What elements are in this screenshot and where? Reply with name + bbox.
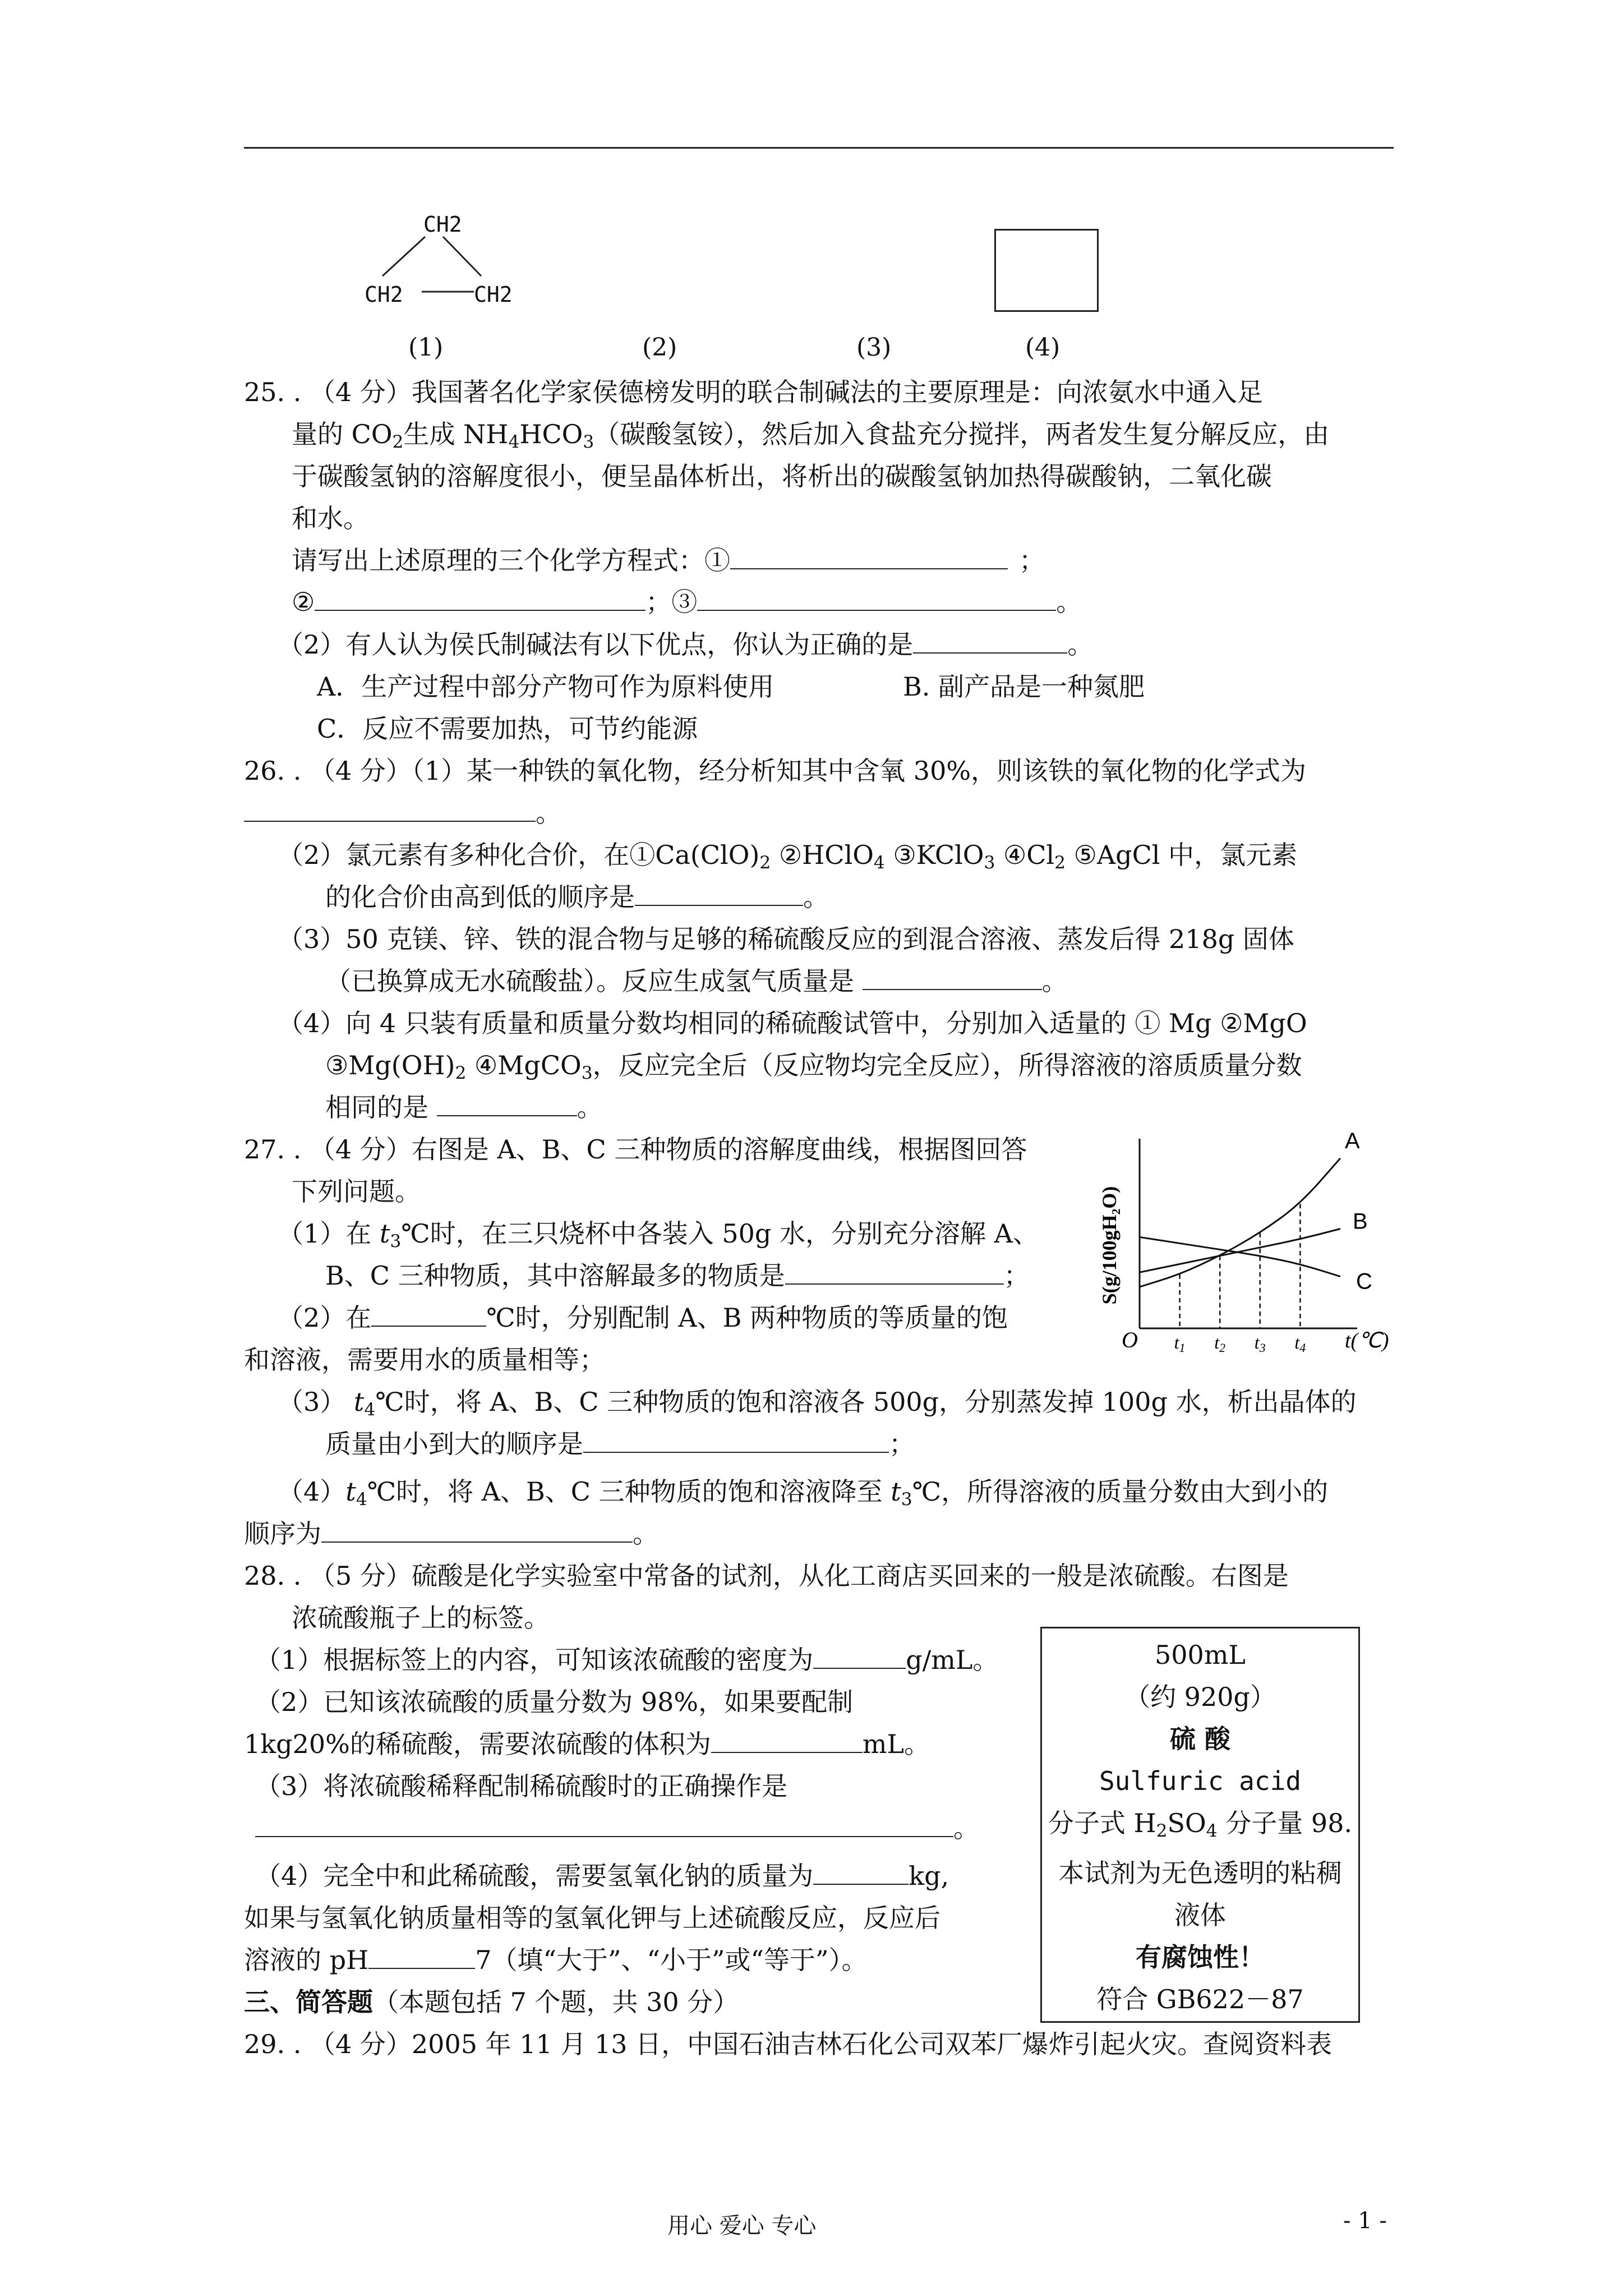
chart-origin-label: O bbox=[1122, 1327, 1138, 1352]
tick-label-t3: t3 bbox=[1254, 1332, 1266, 1355]
section-3-note: （本题包括 7 个题，共 30 分） bbox=[373, 1987, 739, 2017]
q28-line-10: 溶液的 pH 7（填“大于”、“小于”或“等于”）。 bbox=[244, 1945, 868, 1975]
q26-line-2: 。 bbox=[244, 795, 561, 830]
q27-part3-blank[interactable] bbox=[583, 1429, 889, 1453]
q28-line-2: 浓硫酸瓶子上的标签。 bbox=[292, 1603, 550, 1633]
chart-y-axis-label: S(g/100gH₂O) bbox=[1098, 1186, 1121, 1305]
q28-line-6: （3）将浓硫酸稀释配制稀硫酸时的正确操作是 bbox=[255, 1771, 788, 1801]
q25-line-3: 于碳酸氢钠的溶解度很小，便呈晶体析出，将析出的碳酸氢钠加热得碳酸钠，二氧化碳 bbox=[292, 461, 1272, 491]
tick-label-t4: t4 bbox=[1294, 1332, 1306, 1355]
q27-line-1: 27. . （4 分）右图是 A、B、C 三种物质的溶解度曲线，根据图回答 bbox=[244, 1134, 1027, 1165]
header-rule bbox=[244, 147, 1394, 149]
section-3-title: 三、简答题 bbox=[244, 1987, 373, 2017]
bond-lines bbox=[359, 224, 527, 309]
sulfuric-acid-label bbox=[1040, 1627, 1360, 2023]
q26-line-3: （2）氯元素有多种化合价，在$①Ca(ClO)_2$ ②HClO$_4$ ③KClO$_3$ $④Cl_2$ ⑤AgCl 中，氯元素 bbox=[278, 840, 1298, 873]
q26-line-8: $③Mg(OH)_2$ ④MgCO$_3$，反应完全后（反应物均完全反应），所得溶液的溶质质量分数 bbox=[325, 1050, 1302, 1083]
q27-line-7: （3） $t_4℃$时，将 A、B、C 三种物质的饱和溶液各 500g，分别蒸发掉 100g 水，析出晶体的 bbox=[278, 1387, 1357, 1420]
q29-line-1: 29. . （4 分）2005 年 11 月 13 日，中国石油吉林石化公司双苯厂爆炸引起火灾。查阅资料表 bbox=[244, 2029, 1332, 2059]
q27-part2-blank[interactable] bbox=[371, 1303, 486, 1327]
solubility-chart bbox=[1094, 1116, 1408, 1363]
label-description-1: 本试剂为无色透明的粘稠 bbox=[1058, 1857, 1342, 1888]
q25-line-5: 请写出上述原理的三个化学方程式：① ； bbox=[292, 545, 1045, 576]
curve-b bbox=[1140, 1229, 1340, 1273]
figure-label-1: (1) bbox=[408, 333, 444, 362]
q25-answer-1-blank[interactable] bbox=[730, 546, 1008, 569]
q27-line-5: （2）在 ℃时，分别配制 A、B 两种物质的等质量的饱 bbox=[278, 1303, 1008, 1333]
q28-line-3: （1）根据标签上的内容，可知该浓硫酸的密度为 g/mL。 bbox=[255, 1645, 999, 1675]
chart-x-axis-label: t(℃) bbox=[1345, 1329, 1389, 1352]
q28-line-8: （4）完全中和此稀硫酸，需要氢氧化钠的质量为 kg, bbox=[255, 1861, 949, 1891]
q28-line-5: 1kg20%的稀硫酸，需要浓硫酸的体积为 mL。 bbox=[244, 1729, 930, 1759]
curve-c bbox=[1140, 1237, 1340, 1276]
q26-part2-blank[interactable] bbox=[635, 882, 803, 906]
figure-label-4: (4) bbox=[1025, 333, 1061, 362]
label-warning: 有腐蚀性！ bbox=[1136, 1941, 1265, 1972]
q26-line-6: （已换算成无水硫酸盐）。反应生成氢气质量是 。 bbox=[325, 966, 1068, 996]
q28-part3-blank[interactable] bbox=[255, 1814, 953, 1837]
atom-top: CH2 bbox=[423, 212, 462, 237]
series-label-c: C bbox=[1356, 1269, 1372, 1294]
q28-part4-blank[interactable] bbox=[813, 1861, 909, 1885]
q28-line-7: 。 bbox=[255, 1811, 979, 1846]
q25-option-a: A．生产过程中部分产物可作为原料使用 bbox=[317, 671, 774, 702]
page-number: - 1 - bbox=[1343, 2208, 1387, 2234]
q26-part1-blank[interactable] bbox=[244, 798, 536, 822]
q25-line-4: 和水。 bbox=[292, 503, 369, 533]
q27-line-6: 和溶液，需要用水的质量相等； bbox=[244, 1345, 605, 1375]
label-name-en: Sulfuric acid bbox=[1099, 1766, 1302, 1796]
tick-label-t1: t1 bbox=[1174, 1332, 1186, 1355]
section-3-heading bbox=[244, 1985, 739, 2019]
q26-line-4: 的化合价由高到低的顺序是 。 bbox=[325, 882, 829, 912]
q26-line-1: 26. . （4 分）（1）某一种铁的氧化物，经分析知其中含氧 30%，则该铁的氧化物的化学式为 bbox=[244, 756, 1307, 786]
label-standard: 符合 GB622－87 bbox=[1096, 1984, 1304, 2014]
q26-line-5: （3）50 克镁、锌、铁的混合物与足够的稀硫酸反应的到混合溶液、蒸发后得 218g 固体 bbox=[278, 924, 1294, 954]
atom-right: CH2 bbox=[474, 282, 513, 307]
q25-line-2: 量的 $CO_2$生成 $NH_4HCO_3$（碳酸氢铵），然后加入食盐充分搅拌，两者发生复分解反应，由 bbox=[292, 419, 1330, 452]
label-mass: （约 920g） bbox=[1124, 1682, 1276, 1712]
figure-label-3: (3) bbox=[856, 333, 892, 362]
q28-part2-blank[interactable] bbox=[711, 1729, 863, 1753]
atom-left: CH2 bbox=[365, 282, 403, 307]
q28-part1-blank[interactable] bbox=[813, 1645, 906, 1669]
q26-part4-blank[interactable] bbox=[437, 1093, 577, 1116]
q26-line-7: （4）向 4 只装有质量和质量分数均相同的稀硫酸试管中，分别加入适量的 ① Mg ②MgO bbox=[278, 1008, 1307, 1038]
label-name-cn: 硫 酸 bbox=[1169, 1724, 1230, 1754]
q25-line-1: 25. . （4 分）我国著名化学家侯德榜发明的联合制碱法的主要原理是：向浓氨水中通入足 bbox=[244, 377, 1263, 407]
q27-part4-blank[interactable] bbox=[321, 1519, 633, 1543]
q25-part2-blank[interactable] bbox=[913, 630, 1067, 654]
q28-line-1: 28. . （5 分）硫酸是化学实验室中常备的试剂，从化工商店买回来的一般是浓硫酸。右图是 bbox=[244, 1561, 1289, 1591]
q25-answer-3-blank[interactable] bbox=[697, 587, 1056, 611]
q26-line-9: 相同的是 。 bbox=[325, 1092, 603, 1122]
q27-line-9: $(4)t_4℃$时，将 A、B、C 三种物质的饱和溶液降至 $t_3℃$，所得溶液的质量分数由大到小的 bbox=[278, 1476, 1329, 1510]
q25-line-7: （2）有人认为侯氏制碱法有以下优点，你认为正确的是 。 bbox=[278, 629, 1094, 660]
label-formula: 分子式 $H_2SO_4$ 分子量 98. bbox=[1048, 1808, 1353, 1841]
q25-option-c: C．反应不需要加热，可节约能源 bbox=[317, 714, 698, 744]
label-volume: 500mL bbox=[1155, 1640, 1246, 1670]
footer-motto: 用心 爱心 专心 bbox=[667, 2213, 817, 2239]
figure-label-2: (2) bbox=[642, 333, 677, 362]
q27-part1-blank[interactable] bbox=[785, 1261, 1004, 1285]
tick-label-t2: t2 bbox=[1214, 1332, 1226, 1355]
q26-part3-blank[interactable] bbox=[863, 967, 1042, 990]
q27-line-10: 顺序为 。 bbox=[244, 1519, 658, 1549]
q27-line-8: 质量由小到大的顺序是 ； bbox=[325, 1429, 915, 1459]
q28-line-4: （2）已知该浓硫酸的质量分数为 98%，如果要配制 bbox=[255, 1687, 854, 1717]
label-description-2: 液体 bbox=[1174, 1899, 1226, 1930]
q27-line-2: 下列问题。 bbox=[292, 1176, 421, 1207]
q28-ph-blank[interactable] bbox=[368, 1945, 475, 1969]
square-shape bbox=[994, 229, 1099, 312]
q28-line-9: 如果与氢氧化钠质量相等的氢氧化钾与上述硫酸反应，反应后 bbox=[244, 1903, 940, 1933]
q25-answer-2-blank[interactable] bbox=[315, 587, 645, 611]
series-label-b: B bbox=[1353, 1209, 1368, 1234]
q27-line-4: B、C 三种物质，其中溶解最多的物质是 ； bbox=[325, 1260, 1030, 1291]
q25-line-6: ② ；③ 。 bbox=[292, 587, 1082, 617]
q25-option-b: B. 副产品是一种氮肥 bbox=[903, 671, 1145, 702]
q27-line-3: （1）在 $t_3℃$时，在三只烧杯中各装入 50g 水，分别充分溶解 A、 bbox=[278, 1218, 1039, 1251]
series-label-a: A bbox=[1345, 1128, 1360, 1153]
